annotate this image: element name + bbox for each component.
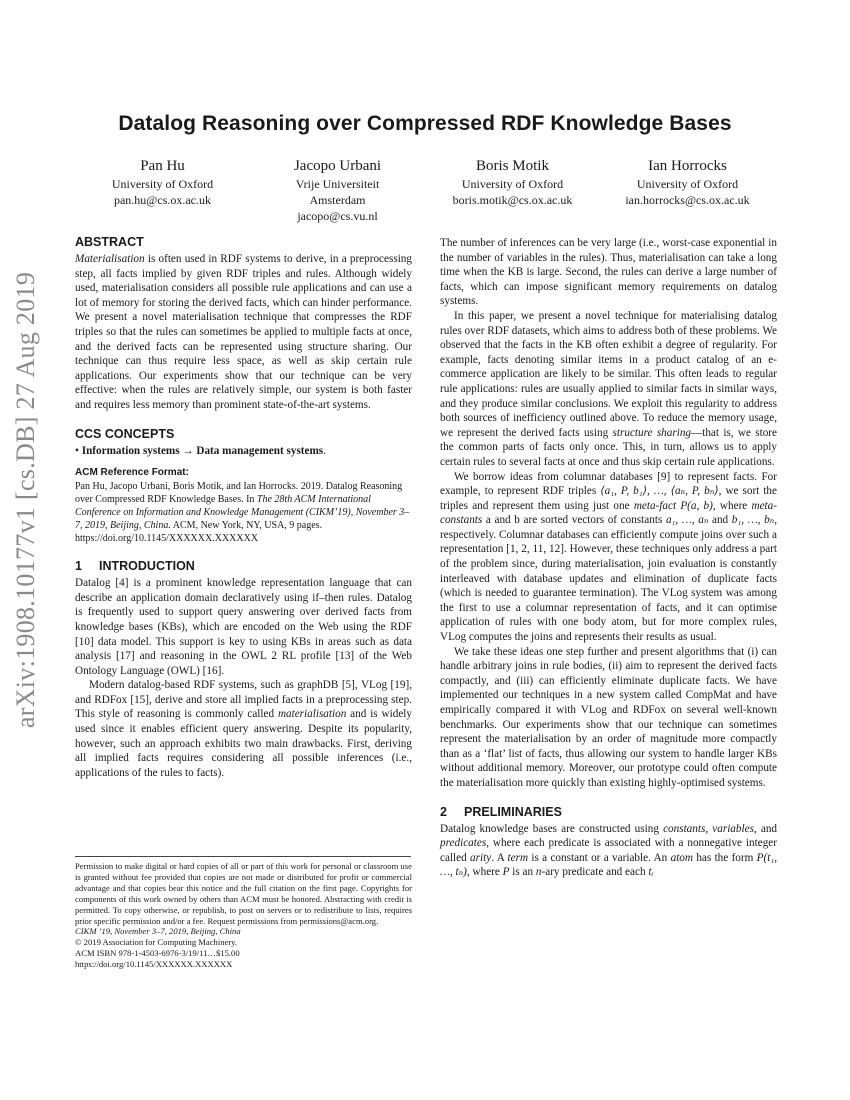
intro-text: and is widely used since it enables efficient query answering. Despite its popularity, however, such an approach exhibits two main drawbacks. First, deriving all implied facts requires considering all possible inferences (i.e., applications of the rules to facts). xyxy=(75,708,412,779)
intro-paragraph-5 xyxy=(440,470,777,645)
ccs-period: . xyxy=(323,444,326,457)
intro-text: Modern datalog-based RDF systems, such as graphDB [5], VLog [19], and RDFox [15], derive and store all implied facts in a preprocessing step. This style of reasoning is commonly called xyxy=(75,679,412,721)
author-email: pan.hu@cs.ox.ac.uk xyxy=(113,193,212,207)
author xyxy=(75,156,250,208)
section-heading-preliminaries xyxy=(440,803,777,821)
author-affiliation: University of Oxford xyxy=(461,177,564,191)
conference-info xyxy=(75,926,412,937)
intro-emph: meta-constants xyxy=(440,499,777,527)
intro-emph: materialisation xyxy=(277,708,347,721)
right-column xyxy=(440,236,777,880)
author-name: Pan Hu xyxy=(140,158,185,174)
intro-text: a and b are sorted vectors of constants xyxy=(482,514,666,527)
ccs-heading: CCS CONCEPTS xyxy=(75,426,175,441)
prelim-emph: variables xyxy=(712,822,754,835)
ccs-bullet: • xyxy=(75,444,82,457)
intro-text: —that is, we store the common parts of facts only once. This, in turn, allows us to apply certain rules to several facts at once and thus skip certain rule applications. xyxy=(440,426,778,468)
acm-ref-authors: Pan Hu, Jacopo Urbani, Boris Motik, and Ian Horrocks. 2019. Datalog Reasoning over Compressed RDF Knowledge Bases. In xyxy=(75,481,403,506)
section-title: INTRODUCTION xyxy=(99,559,195,574)
prelim-emph: predicates xyxy=(440,837,487,850)
abstract-text xyxy=(75,252,412,413)
prelim-text: . A xyxy=(491,851,508,864)
prelim-text: , xyxy=(705,822,713,835)
copyright-line: © 2019 Association for Computing Machinery. xyxy=(75,937,238,948)
author-name: Jacopo Urbani xyxy=(293,158,382,174)
acm-ref-text xyxy=(75,480,412,545)
math-triples: ⟨a₁, P, b₁⟩, …, ⟨aₙ, P, bₙ⟩ xyxy=(600,485,719,498)
intro-text: , respectively. Columnar databases can efficiently compute joins over such a representation [1, 2, 11, 12]. However, these techniques only address a part of the problem since, during materialisation, join evaluation is constantly interleaved with database updates and elimination of duplicate facts (which is needed to guarantee termination). The VLog system was among the first to use a columnar representation of facts, and it can optimise application of rules with one body atom, but for more complex rules, VLog computes the joins and represents their results as usual. xyxy=(440,514,777,644)
doi-line: https://doi.org/10.1145/XXXXXX.XXXXXX xyxy=(75,959,233,970)
intro-paragraph-4 xyxy=(440,309,777,470)
prelim-paragraph-1 xyxy=(440,822,777,880)
intro-text: We borrow ideas from columnar databases [9] to represent facts. For example, to represent RDF triples xyxy=(440,470,777,498)
intro-paragraph-2 xyxy=(75,678,412,780)
prelim-emph: atom xyxy=(670,851,693,864)
prelim-text: is an xyxy=(509,866,536,879)
section-heading-introduction xyxy=(75,557,412,575)
intro-text: , where xyxy=(712,499,752,512)
intro-text: , we sort the triples and represent them using just one xyxy=(440,485,777,512)
copyright-footnote xyxy=(75,861,412,970)
intro-paragraph-3: The number of inferences can be very large (i.e., worst-case exponential in the number of variables in the rules). Thus, materialisation can take a long time when the KB is large. Second, the rules can derive a large number of facts, which can impose significant memory requirements on datalog systems. xyxy=(440,237,777,308)
intro-emph: meta-fact xyxy=(633,499,677,512)
author-affiliation-line2: Amsterdam xyxy=(309,193,366,207)
math-meta-fact: P(a, b) xyxy=(680,499,713,512)
math-predicate: P xyxy=(502,866,510,879)
paper-title: Datalog Reasoning over Compressed RDF Knowledge Bases xyxy=(118,112,732,135)
intro-paragraph-1: Datalog [4] is a prominent knowledge representation language that can describe an application domain declaratively using if–then rules. Datalog is frequently used to support query answering over derived facts from knowledge bases (KBs), which are encoded on the Web using the RDF [10] data model. This support is key to using KBs in areas such as data analysis [17] and reasoning in the OWL 2 RL profile [13] of the Web Ontology Language (OWL) [16]. xyxy=(75,577,412,677)
ccs-concept-text: Information systems → Data management systems xyxy=(81,444,324,457)
math-constants-a: a₁, …, aₙ xyxy=(665,514,709,527)
acm-ref-venue: The 28th ACM International Conference on Information and Knowledge Management (CIKM’19), November 3–7, 2019, Beijing, China. xyxy=(75,494,410,532)
abstract-body: is often used in RDF systems to derive, in a preprocessing step, all facts implied by given RDF triples and rules. Although widely used, materialisation considers all possible rule applications and can use a lot of memory for storing the derived facts, which can hinder performance. We present a novel materialisation technique that compresses the RDF triples so that the rules can sometimes be applied to multiple facts at once, and the derived facts can be represented using structure sharing. Our technique can thus require less space, as well as skip certain rule applications. Our experiments show that our technique can be very effective: when the rules are relatively simple, our system is both faster and requires less memory than prominent state-of-the-art systems. xyxy=(75,253,412,411)
prelim-emph: term xyxy=(507,851,529,864)
intro-emph: structure sharing xyxy=(612,426,692,439)
conference-name: CIKM ’19, November 3–7, 2019, Beijing, China xyxy=(75,926,241,937)
math-constants-b: b₁, …, bₙ xyxy=(731,514,775,527)
author-email: jacopo@cs.vu.nl xyxy=(297,209,378,223)
permission-notice: Permission to make digital or hard copies of all or part of this work for personal or classroom use is granted without fee provided that copies are not made or distributed for profit or commercial advantage and that copies bear this notice and the full citation on the first page. Copyrights for components of this work owned by others than ACM must be honored. Abstracting with credit is permitted. To copy otherwise, or republish, to post on servers or to redistribute to lists, requires prior specific permission and/or a fee. Request permissions from permissions@acm.org. xyxy=(75,861,412,926)
author xyxy=(250,156,425,224)
intro-text: In this paper, we present a novel technique for materialising datalog rules over RDF datasets, which aims to address both of these problems. We observed that the facts in the KB often exhibit a degree of regularity. For example, facts denoting similar items in a product catalog of an e-commerce application are likely to be similar. This often leads to regular rule applications: rules are usually applied to similar facts in similar ways, and they produce similar conclusions. We exploit this regularity to address both sources of inefficiency outlined above. To reduce the memory usage, we represent the derived facts using xyxy=(440,309,777,439)
prelim-text: , and xyxy=(753,822,778,835)
intro-text: and xyxy=(708,514,732,527)
arxiv-id: arXiv:1908.10177v1 [cs.DB] 27 Aug 2019 xyxy=(11,271,41,729)
prelim-text: , where each predicate is associated with a nonnegative integer called xyxy=(440,837,777,864)
abstract-term: Materialisation xyxy=(75,253,145,265)
prelim-text: -ary predicate and each xyxy=(541,866,649,879)
prelim-emph: constants xyxy=(663,822,706,835)
author-affiliation: University of Oxford xyxy=(636,177,739,191)
section-number: 1 xyxy=(75,559,82,574)
intro-paragraph-6: We take these ideas one step further and present algorithms that (i) can handle arbitrary joins in rule bodies, (ii) aim to represent the derived facts compactly, and (iii) can efficiently eliminate duplicate facts. We have implemented our techniques in a new system called CompMat and have empirically compared it with VLog and RDFox on several well-known benchmarks. Our experiments show that our technique can sometimes represent the materialisation by an order of magnitude more compactly than as a ‘flat’ list of facts, thus allowing our system to handle larger KBs without additional memory. Moreover, our prototype could often compute the materialisation more quickly than existing highly-optimised systems. xyxy=(440,645,777,789)
acm-ref-heading: ACM Reference Format: xyxy=(75,467,189,479)
prelim-text: , where xyxy=(466,866,503,879)
ccs-concept xyxy=(75,444,412,459)
left-column xyxy=(75,233,412,780)
author xyxy=(425,156,600,208)
math-term: tᵢ xyxy=(648,866,654,879)
isbn-line: ACM ISBN 978-1-4503-6976-3/19/11…$15.00 xyxy=(75,948,240,959)
author xyxy=(600,156,775,208)
author-name: Ian Horrocks xyxy=(648,158,727,174)
author-email: ian.horrocks@cs.ox.ac.uk xyxy=(625,193,750,207)
arxiv-stamp xyxy=(8,250,44,750)
author-email: boris.motik@cs.ox.ac.uk xyxy=(452,193,573,207)
author-affiliation: Vrije Universiteit xyxy=(295,177,380,191)
prelim-text: has the form xyxy=(692,851,757,864)
section-title: PRELIMINARIES xyxy=(464,804,562,819)
author-block xyxy=(75,156,775,226)
abstract-heading: ABSTRACT xyxy=(75,235,144,249)
math-n: n xyxy=(535,866,542,879)
author-name: Boris Motik xyxy=(476,158,549,174)
prelim-text: Datalog knowledge bases are constructed using xyxy=(440,822,664,835)
section-number: 2 xyxy=(440,804,447,819)
prelim-emph: arity xyxy=(470,851,492,864)
footnote-rule xyxy=(75,856,411,857)
prelim-text: is a constant or a variable. An xyxy=(528,851,671,864)
math-atom: P(t₁, …, tₙ) xyxy=(440,851,778,879)
author-affiliation: University of Oxford xyxy=(111,177,214,191)
acm-ref-doi: ACM, New York, NY, USA, 9 pages. https://doi.org/10.1145/XXXXXX.XXXXXX xyxy=(75,520,323,545)
